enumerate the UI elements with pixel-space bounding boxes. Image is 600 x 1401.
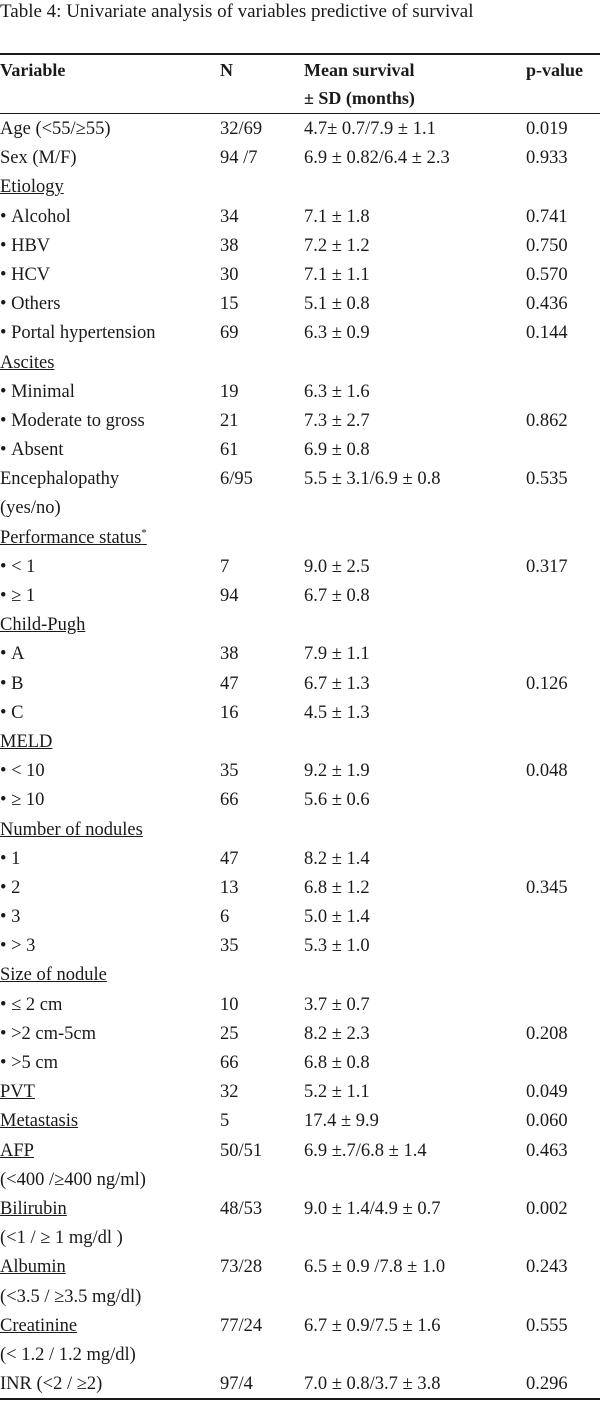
cell-n: 38 [220, 235, 239, 256]
cell-variable: Number of nodules [0, 819, 143, 840]
header-mean-line1: Mean survival [304, 60, 415, 80]
cell-pvalue: 0.060 [526, 1111, 568, 1132]
cell-variable: Albumin [0, 1257, 66, 1278]
cell-pvalue: 0.463 [526, 1140, 568, 1161]
cell-n: 77/24 [220, 1315, 263, 1336]
cell-variable: • < 10 [0, 757, 45, 786]
cell-variable: • > 3 [0, 932, 35, 961]
cell-mean-survival: 7.1 ± 1.8 [304, 206, 370, 227]
cell-pvalue: 0.208 [526, 1023, 568, 1044]
cell-variable: Sex (M/F) [0, 148, 77, 169]
cell-pvalue: 0.296 [526, 1374, 568, 1395]
cell-n: 19 [220, 381, 239, 402]
table-row [0, 582, 600, 611]
table-row [0, 1341, 600, 1370]
cell-pvalue: 0.345 [526, 877, 568, 898]
cell-variable: Child-Pugh [0, 615, 86, 636]
table-row [0, 1283, 600, 1312]
cell-variable: • Minimal [0, 378, 75, 407]
table-row [0, 903, 600, 932]
cell-variable: Etiology [0, 177, 64, 198]
table-row [0, 1020, 600, 1049]
cell-mean-survival: 5.0 ± 1.4 [304, 907, 370, 928]
cell-n: 13 [220, 877, 239, 898]
cell-variable: • ≤ 2 cm [0, 991, 62, 1020]
cell-variable: (<3.5 / ≥3.5 mg/dl) [0, 1286, 142, 1307]
cell-variable: Ascites [0, 352, 55, 373]
table-row [0, 757, 600, 786]
cell-variable: Metastasis [0, 1111, 79, 1132]
cell-variable: • 2 [0, 874, 20, 903]
header-mean-survival [304, 56, 415, 112]
table-row [0, 232, 600, 261]
table-row [0, 144, 600, 173]
cell-variable: (<400 /≥400 ng/ml) [0, 1169, 146, 1190]
cell-variable: MELD [0, 731, 53, 752]
table-row [0, 932, 600, 961]
table-row [0, 961, 600, 990]
table-row [0, 1078, 600, 1107]
cell-n: 61 [220, 440, 239, 461]
cell-pvalue: 0.862 [526, 410, 568, 431]
header-variable: Variable [0, 60, 66, 80]
table-row [0, 786, 600, 815]
cell-n: 69 [220, 323, 239, 344]
cell-variable: (< 1.2 / 1.2 mg/dl) [0, 1344, 136, 1365]
cell-n: 15 [220, 294, 239, 315]
cell-mean-survival: 7.3 ± 2.7 [304, 410, 370, 431]
cell-variable: • >5 cm [0, 1049, 58, 1078]
cell-n: 6 [220, 907, 230, 928]
cell-variable: Bilirubin [0, 1198, 67, 1219]
cell-variable: Creatinine [0, 1315, 78, 1336]
cell-pvalue: 0.048 [526, 761, 568, 782]
cell-n: 5 [220, 1111, 230, 1132]
table-row [0, 1224, 600, 1253]
cell-mean-survival: 6.7 ± 0.9/7.5 ± 1.6 [304, 1315, 441, 1336]
cell-pvalue: 0.317 [526, 556, 568, 577]
cell-n: 47 [220, 848, 239, 869]
table-row [0, 203, 600, 232]
cell-variable: • Absent [0, 436, 64, 465]
cell-mean-survival: 7.0 ± 0.8/3.7 ± 3.8 [304, 1374, 441, 1395]
cell-pvalue: 0.049 [526, 1082, 568, 1103]
cell-variable: Age (<55/≥55) [0, 119, 111, 139]
cell-variable: AFP [0, 1140, 34, 1161]
cell-pvalue: 0.019 [526, 119, 568, 139]
cell-variable: (yes/no) [0, 498, 61, 519]
cell-mean-survival: 6.8 ± 0.8 [304, 1053, 370, 1073]
cell-variable: • Alcohol [0, 203, 71, 232]
table-row [0, 874, 600, 903]
cell-variable: (<1 / ≥ 1 mg/dl ) [0, 1228, 123, 1249]
table-bottom-rule [0, 1398, 600, 1400]
cell-n: 73/28 [220, 1257, 263, 1278]
cell-n: 25 [220, 1023, 239, 1044]
cell-mean-survival: 4.7± 0.7/7.9 ± 1.1 [304, 119, 436, 139]
cell-pvalue: 0.144 [526, 323, 568, 344]
cell-variable: • < 1 [0, 553, 35, 582]
cell-n: 6/95 [220, 469, 253, 490]
cell-n: 21 [220, 410, 239, 431]
cell-mean-survival: 5.5 ± 3.1/6.9 ± 0.8 [304, 469, 441, 490]
cell-pvalue: 0.436 [526, 294, 568, 315]
cell-mean-survival: 6.7 ± 1.3 [304, 673, 370, 694]
table-row [0, 553, 600, 582]
cell-n: 50/51 [220, 1140, 263, 1161]
table-row [0, 991, 600, 1020]
cell-pvalue: 0.750 [526, 235, 568, 256]
cell-variable: Performance status* [0, 526, 147, 548]
cell-mean-survival: 3.7 ± 0.7 [304, 994, 370, 1015]
cell-variable: • C [0, 699, 23, 728]
footnote-marker: * [141, 526, 147, 539]
table-header-rule [0, 113, 600, 114]
cell-mean-survival: 6.7 ± 0.8 [304, 586, 370, 606]
cell-n: 94 /7 [220, 148, 258, 169]
cell-variable: • >2 cm-5cm [0, 1020, 96, 1049]
table-row [0, 436, 600, 465]
cell-pvalue: 0.002 [526, 1198, 568, 1219]
table-row [0, 1049, 600, 1078]
cell-n: 7 [220, 556, 230, 577]
cell-n: 35 [220, 936, 239, 957]
cell-mean-survival: 17.4 ± 9.9 [304, 1111, 379, 1132]
cell-n: 97/4 [220, 1374, 253, 1395]
cell-mean-survival: 6.3 ± 1.6 [304, 381, 370, 402]
cell-n: 94 [220, 586, 239, 606]
cell-mean-survival: 9.0 ± 2.5 [304, 556, 370, 577]
cell-pvalue: 0.243 [526, 1257, 568, 1278]
cell-n: 32 [220, 1082, 239, 1103]
cell-mean-survival: 9.0 ± 1.4/4.9 ± 0.7 [304, 1198, 441, 1219]
cell-n: 35 [220, 761, 239, 782]
cell-variable: • Others [0, 290, 60, 319]
cell-variable: Encephalopathy [0, 469, 120, 490]
cell-mean-survival: 6.8 ± 1.2 [304, 877, 370, 898]
cell-mean-survival: 5.6 ± 0.6 [304, 790, 370, 811]
table-row [0, 1312, 600, 1341]
table-row [0, 465, 600, 494]
table-row [0, 845, 600, 874]
table-row [0, 1107, 600, 1136]
table-row [0, 494, 600, 523]
table-row [0, 319, 600, 348]
cell-variable: • A [0, 640, 24, 669]
table-row [0, 173, 600, 202]
table-row [0, 290, 600, 319]
cell-variable: Size of nodule [0, 965, 107, 986]
cell-n: 10 [220, 994, 239, 1015]
table-row [0, 407, 600, 436]
table-row [0, 670, 600, 699]
table-body [0, 115, 600, 1399]
table-caption: Table 4: Univariate analysis of variables predictive of survival [0, 1, 474, 22]
cell-mean-survival: 6.5 ± 0.9 /7.8 ± 1.0 [304, 1257, 446, 1278]
table-row [0, 1195, 600, 1224]
cell-n: 66 [220, 790, 239, 811]
cell-variable: • HCV [0, 261, 50, 290]
table-row [0, 611, 600, 640]
table-row [0, 261, 600, 290]
table-row [0, 349, 600, 378]
table-top-rule [0, 53, 600, 55]
cell-mean-survival: 6.3 ± 0.9 [304, 323, 370, 344]
table-row [0, 1253, 600, 1282]
cell-variable: • 3 [0, 903, 20, 932]
cell-pvalue: 0.570 [526, 264, 568, 285]
cell-variable: • 1 [0, 845, 20, 874]
cell-variable: • ≥ 1 [0, 582, 35, 611]
cell-n: 34 [220, 206, 239, 227]
cell-mean-survival: 6.9 ± 0.8 [304, 440, 370, 461]
cell-mean-survival: 5.1 ± 0.8 [304, 294, 370, 315]
header-mean-line2: ± SD (months) [304, 88, 415, 108]
table-row [0, 1137, 600, 1166]
cell-n: 47 [220, 673, 239, 694]
cell-pvalue: 0.555 [526, 1315, 568, 1336]
cell-n: 38 [220, 644, 239, 665]
cell-n: 48/53 [220, 1198, 263, 1219]
table-row [0, 640, 600, 669]
cell-variable: • HBV [0, 232, 50, 261]
cell-pvalue: 0.933 [526, 148, 568, 169]
cell-mean-survival: 7.1 ± 1.1 [304, 264, 370, 285]
table-row [0, 1166, 600, 1195]
cell-variable: • ≥ 10 [0, 786, 44, 815]
table-row [0, 728, 600, 757]
table-row [0, 115, 600, 144]
cell-mean-survival: 7.9 ± 1.1 [304, 644, 370, 665]
table-row [0, 524, 600, 553]
cell-n: 32/69 [220, 119, 263, 139]
cell-mean-survival: 6.9 ±.7/6.8 ± 1.4 [304, 1140, 427, 1161]
cell-n: 30 [220, 264, 239, 285]
cell-variable: • B [0, 670, 23, 699]
cell-mean-survival: 6.9 ± 0.82/6.4 ± 2.3 [304, 148, 450, 169]
cell-variable: PVT [0, 1082, 35, 1103]
table-row [0, 378, 600, 407]
cell-mean-survival: 5.2 ± 1.1 [304, 1082, 370, 1103]
cell-pvalue: 0.535 [526, 469, 568, 490]
table-row [0, 816, 600, 845]
table-row [0, 1370, 600, 1399]
cell-mean-survival: 7.2 ± 1.2 [304, 235, 370, 256]
cell-mean-survival: 8.2 ± 1.4 [304, 848, 370, 869]
cell-pvalue: 0.126 [526, 673, 568, 694]
cell-pvalue: 0.741 [526, 206, 568, 227]
cell-mean-survival: 5.3 ± 1.0 [304, 936, 370, 957]
cell-n: 16 [220, 702, 239, 723]
cell-mean-survival: 4.5 ± 1.3 [304, 702, 370, 723]
table-row [0, 699, 600, 728]
cell-mean-survival: 8.2 ± 2.3 [304, 1023, 370, 1044]
header-n: N [220, 60, 233, 80]
cell-variable: • Portal hypertension [0, 319, 156, 348]
cell-n: 66 [220, 1053, 239, 1073]
cell-variable: • Moderate to gross [0, 407, 145, 436]
cell-mean-survival: 9.2 ± 1.9 [304, 761, 370, 782]
cell-variable: INR (<2 / ≥2) [0, 1374, 103, 1395]
header-pvalue: p-value [526, 60, 584, 80]
